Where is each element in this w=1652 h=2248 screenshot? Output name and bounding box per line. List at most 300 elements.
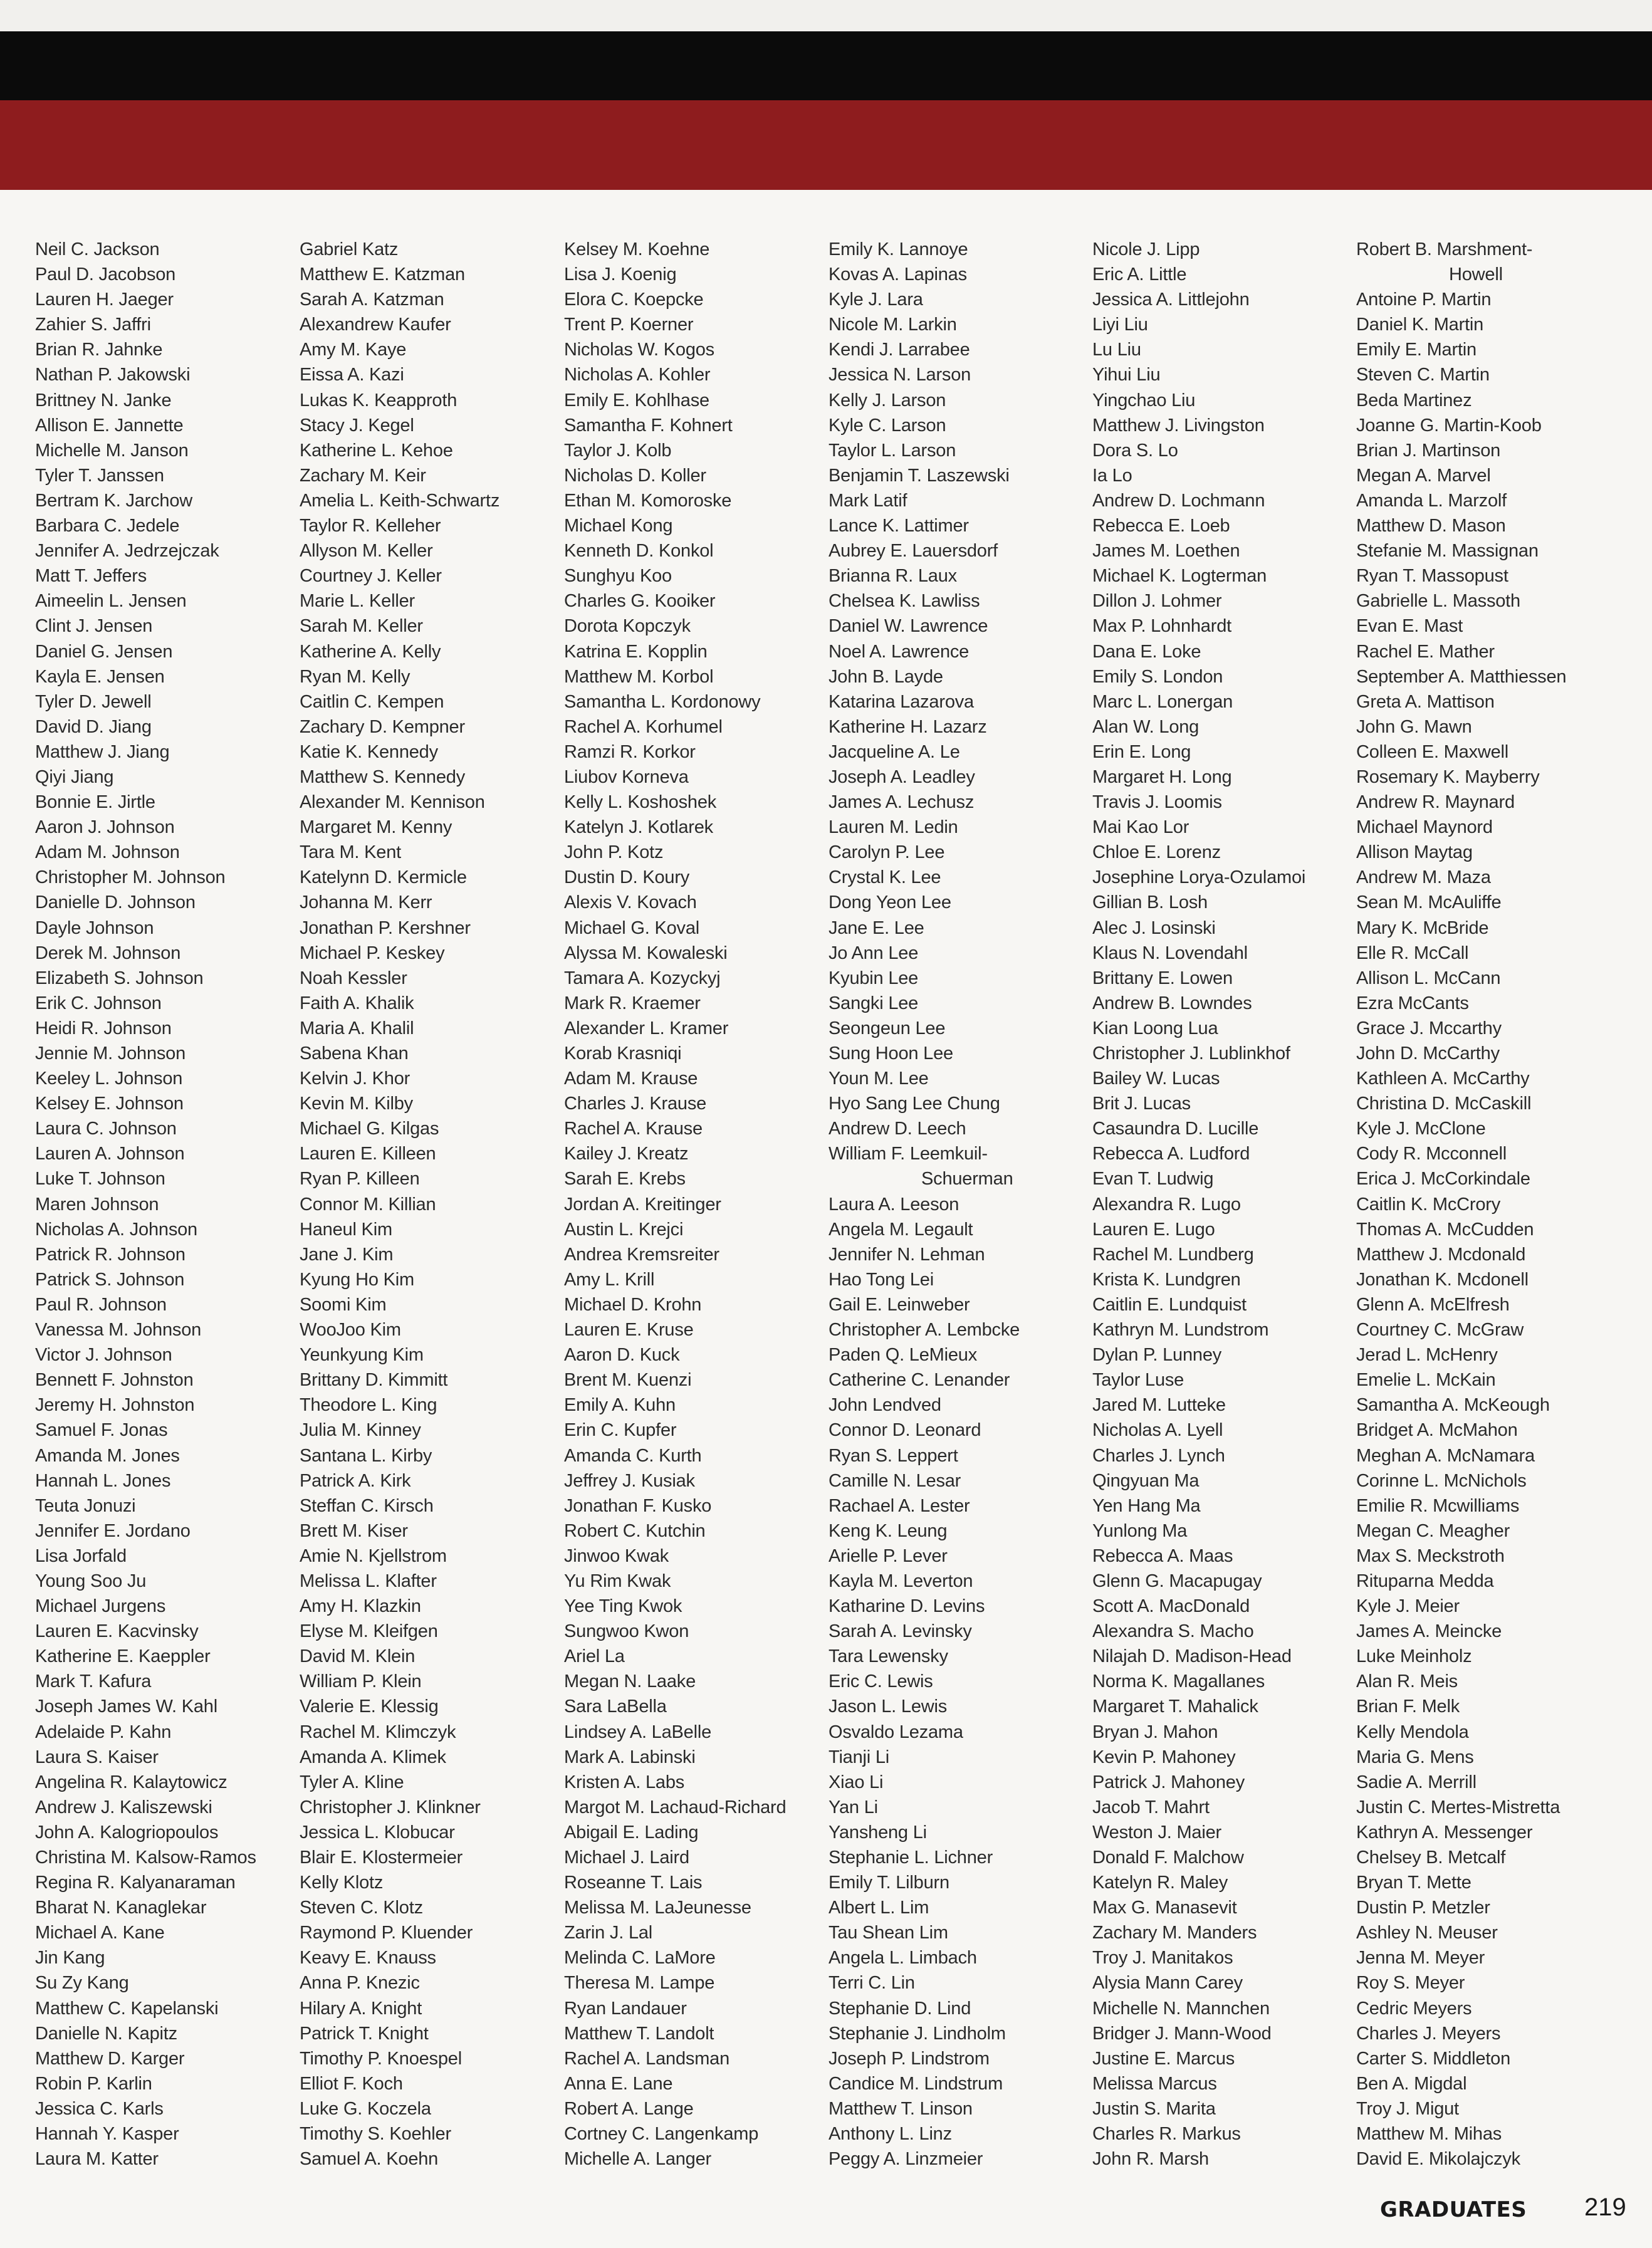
graduate-name: Bryan J. Mahon	[1092, 1722, 1218, 1742]
graduate-name: Ariel La	[564, 1646, 625, 1667]
graduate-name: Weston J. Maier	[1092, 1822, 1221, 1843]
graduate-name: Kailey J. Kreatz	[564, 1144, 689, 1164]
graduate-name: Rachel A. Landsman	[564, 2048, 730, 2069]
graduate-name: Luke G. Koczela	[300, 2098, 431, 2119]
graduate-name: Dillon J. Lohmer	[1092, 591, 1222, 612]
graduate-name: Timothy S. Koehler	[300, 2124, 451, 2145]
graduate-name: Katelyn J. Kotlarek	[564, 817, 713, 838]
graduate-name: Eissa A. Kazi	[300, 365, 404, 385]
graduate-name: Lance K. Lattimer	[829, 516, 969, 536]
graduate-name: Bharat N. Kanaglekar	[35, 1898, 207, 1918]
graduate-name: Johanna M. Kerr	[300, 892, 432, 913]
graduate-name: Lauren E. Kacvinsky	[35, 1621, 199, 1642]
graduate-name: Anna P. Knezic	[300, 1973, 420, 1994]
graduate-name: Erin C. Kupfer	[564, 1420, 677, 1441]
graduate-name: Stephanie J. Lindholm	[829, 2023, 1006, 2044]
graduate-name: John G. Mawn	[1356, 716, 1472, 737]
graduate-name: Theodore L. King	[300, 1395, 437, 1416]
graduate-name: Tianji Li	[829, 1747, 890, 1767]
graduate-name: Caitlin C. Kempen	[300, 691, 444, 712]
graduate-name: Raymond P. Kluender	[300, 1923, 473, 1943]
graduate-name: Tyler T. Janssen	[35, 465, 164, 486]
graduate-name: Soomi Kim	[300, 1294, 387, 1315]
graduate-name: Daniel G. Jensen	[35, 641, 173, 662]
graduate-name: Kathryn A. Messenger	[1356, 1822, 1533, 1843]
graduate-name: Tamara A. Kozyckyj	[564, 968, 721, 988]
graduate-name: Dustin P. Metzler	[1356, 1898, 1490, 1918]
graduate-name: Barbara C. Jedele	[35, 516, 180, 536]
graduate-name: Taylor L. Larson	[829, 440, 956, 461]
graduate-name: Paul R. Johnson	[35, 1294, 167, 1315]
graduate-name: Patrick A. Kirk	[300, 1470, 411, 1491]
graduate-name: Kenneth D. Konkol	[564, 541, 714, 562]
graduate-name: Xiao Li	[829, 1772, 884, 1792]
graduate-name: Lauren A. Johnson	[35, 1144, 185, 1164]
graduate-name: Zachary D. Kempner	[300, 716, 465, 737]
graduate-name: Emily K. Lannoye	[829, 239, 968, 259]
graduate-name: Beda Martinez	[1356, 390, 1472, 410]
graduate-name: Austin L. Krejci	[564, 1219, 684, 1240]
graduate-name: Paden Q. LeMieux	[829, 1345, 977, 1366]
graduate-name: Kevin M. Kilby	[300, 1094, 413, 1114]
graduate-name: Sadie A. Merrill	[1356, 1772, 1477, 1792]
graduate-name: Katrina E. Kopplin	[564, 641, 708, 662]
graduate-name: Tara Lewensky	[829, 1646, 948, 1667]
graduate-name: Andrew M. Maza	[1356, 867, 1491, 888]
graduate-name: Yihui Liu	[1092, 365, 1161, 385]
graduate-name: Schuerman	[921, 1169, 1013, 1189]
graduate-name: Nicholas D. Koller	[564, 465, 706, 486]
graduate-name: Michael D. Krohn	[564, 1294, 702, 1315]
graduate-name: Ryan S. Leppert	[829, 1445, 958, 1466]
graduate-name: Amie N. Kjellstrom	[300, 1545, 447, 1566]
graduate-name: Faith A. Khalik	[300, 993, 414, 1013]
graduate-name: Matt T. Jeffers	[35, 566, 147, 587]
graduate-name: Rituparna Medda	[1356, 1571, 1494, 1591]
graduate-name: Brian J. Martinson	[1356, 440, 1501, 461]
graduate-name: Max S. Meckstroth	[1356, 1545, 1505, 1566]
graduate-name: Meghan A. McNamara	[1356, 1445, 1535, 1466]
graduate-name: Kyubin Lee	[829, 968, 919, 988]
graduate-name: Elizabeth S. Johnson	[35, 968, 204, 988]
graduate-name: Korab Krasniqi	[564, 1043, 682, 1064]
graduate-name: Jerad L. McHenry	[1356, 1345, 1498, 1366]
graduate-name: Kelsey E. Johnson	[35, 1094, 184, 1114]
graduate-name: Marie L. Keller	[300, 591, 415, 612]
graduate-name: Rachel A. Korhumel	[564, 716, 723, 737]
graduate-name: Ryan Landauer	[564, 1998, 687, 2019]
graduate-name: Gillian B. Losh	[1092, 892, 1208, 913]
graduate-name: Gail E. Leinweber	[829, 1294, 970, 1315]
name-column-1	[35, 237, 256, 2172]
graduate-name: Michael A. Kane	[35, 1923, 165, 1943]
graduate-name: Arielle P. Lever	[829, 1545, 948, 1566]
name-column-5	[1092, 237, 1305, 2172]
graduate-name: Dorota Kopczyk	[564, 616, 691, 637]
graduate-name: Victor J. Johnson	[35, 1345, 172, 1366]
graduate-name: Christopher J. Klinkner	[300, 1797, 481, 1817]
graduate-name: Melissa L. Klafter	[300, 1571, 437, 1591]
page-number: 219	[1584, 2193, 1626, 2221]
graduate-name: Laura S. Kaiser	[35, 1747, 159, 1767]
graduate-name: Matthew J. Mcdonald	[1356, 1244, 1526, 1265]
graduate-name: Lauren E. Kruse	[564, 1320, 694, 1341]
graduate-name: Tau Shean Lim	[829, 1923, 948, 1943]
graduate-name: Michael G. Koval	[564, 917, 699, 938]
graduate-name: Katherine E. Kaeppler	[35, 1646, 211, 1667]
graduate-name: Brittany D. Kimmitt	[300, 1370, 448, 1391]
graduate-name: Justin C. Mertes-Mistretta	[1356, 1797, 1561, 1817]
graduate-name: Matthew T. Landolt	[564, 2023, 714, 2044]
graduate-name: Sarah M. Keller	[300, 616, 423, 637]
graduate-name: Rachel M. Lundberg	[1092, 1244, 1254, 1265]
graduate-name: Crystal K. Lee	[829, 867, 941, 888]
graduate-name: John A. Kalogriopoulos	[35, 1822, 219, 1843]
graduate-name: Courtney J. Keller	[300, 566, 442, 587]
graduate-name: Robert C. Kutchin	[564, 1520, 706, 1541]
graduate-name: Rebecca E. Loeb	[1092, 516, 1230, 536]
graduate-name: Caitlin K. McCrory	[1356, 1194, 1501, 1215]
graduate-name: John D. McCarthy	[1356, 1043, 1500, 1064]
graduate-name: Lauren E. Killeen	[300, 1144, 436, 1164]
graduate-name: Patrick R. Johnson	[35, 1244, 186, 1265]
graduate-name: Adam M. Krause	[564, 1069, 698, 1089]
graduate-name: Courtney C. McGraw	[1356, 1320, 1524, 1341]
graduate-name: David D. Jiang	[35, 716, 152, 737]
graduate-name: Nilajah D. Madison-Head	[1092, 1646, 1292, 1667]
graduate-name: Mark Latif	[829, 490, 907, 511]
graduate-name: Charles J. Lynch	[1092, 1445, 1225, 1466]
graduate-name: Jessica L. Klobucar	[300, 1822, 455, 1843]
graduate-name: Antoine P. Martin	[1356, 290, 1492, 310]
graduate-name: John Lendved	[829, 1395, 941, 1416]
graduate-name: Dong Yeon Lee	[829, 892, 951, 913]
graduate-name: Stephanie L. Lichner	[829, 1848, 993, 1868]
graduate-name: Taylor R. Kelleher	[300, 516, 441, 536]
graduate-name: Kelly J. Larson	[829, 390, 946, 410]
graduate-name: Tyler A. Kline	[300, 1772, 404, 1792]
graduate-name: Erin E. Long	[1092, 741, 1191, 762]
graduate-name: Peggy A. Linzmeier	[829, 2149, 983, 2170]
graduate-name: Rosemary K. Mayberry	[1356, 766, 1540, 787]
graduate-name: Nicholas A. Kohler	[564, 365, 711, 385]
graduate-name: Michael Maynord	[1356, 817, 1493, 838]
graduate-name: Patrick T. Knight	[300, 2023, 429, 2044]
graduate-name: Donald F. Malchow	[1092, 1848, 1244, 1868]
graduate-name: Colleen E. Maxwell	[1356, 741, 1508, 762]
graduate-name: Brett M. Kiser	[300, 1520, 408, 1541]
graduate-name: Zahier S. Jaffri	[35, 315, 151, 335]
graduate-name: Margaret M. Kenny	[300, 817, 452, 838]
graduate-name: Jane E. Lee	[829, 917, 924, 938]
graduate-name: Allison E. Jannette	[35, 415, 184, 436]
graduate-name: Keng K. Leung	[829, 1520, 948, 1541]
graduate-name: Rachael A. Lester	[829, 1495, 970, 1516]
graduate-name: Matthew D. Karger	[35, 2048, 185, 2069]
graduate-name: Kyung Ho Kim	[300, 1269, 414, 1290]
graduate-name: Andrew D. Leech	[829, 1119, 966, 1139]
graduate-name: Lisa Jorfald	[35, 1545, 127, 1566]
graduate-name: Sarah A. Levinsky	[829, 1621, 972, 1642]
graduate-name: Cody R. Mcconnell	[1356, 1144, 1507, 1164]
graduate-name: Michael J. Laird	[564, 1848, 689, 1868]
graduate-name: Yan Li	[829, 1797, 878, 1817]
graduate-name: Kendi J. Larrabee	[829, 340, 970, 360]
graduate-name: Nicole M. Larkin	[829, 315, 957, 335]
graduate-name: Roy S. Meyer	[1356, 1973, 1465, 1994]
graduate-name: Katharine D. Levins	[829, 1596, 985, 1617]
graduate-name: Allyson M. Keller	[300, 541, 433, 562]
graduate-name: Rachel E. Mather	[1356, 641, 1495, 662]
graduate-name: Sean M. McAuliffe	[1356, 892, 1502, 913]
graduate-name: Kyle J. Meier	[1356, 1596, 1460, 1617]
graduate-name: Sarah E. Krebs	[564, 1169, 686, 1189]
graduate-name: Thomas A. McCudden	[1356, 1219, 1534, 1240]
graduate-name: Laura M. Katter	[35, 2149, 159, 2170]
graduate-name: Elle R. McCall	[1356, 943, 1469, 963]
graduate-name: Osvaldo Lezama	[829, 1722, 963, 1742]
graduate-name: Sarah A. Katzman	[300, 290, 444, 310]
graduate-name: Daniel W. Lawrence	[829, 616, 988, 637]
graduate-name: Amy L. Krill	[564, 1269, 655, 1290]
graduate-name: Mark A. Labinski	[564, 1747, 696, 1767]
graduate-name: Abigail E. Lading	[564, 1822, 699, 1843]
graduate-name: Kyle J. McClone	[1356, 1119, 1486, 1139]
name-column-3	[564, 237, 786, 2172]
graduate-name: Max G. Manasevit	[1092, 1898, 1237, 1918]
graduate-name: David M. Klein	[300, 1646, 416, 1667]
graduate-name: Angela M. Legault	[829, 1219, 973, 1240]
graduate-name: Jennifer E. Jordano	[35, 1520, 191, 1541]
graduate-name: Evan E. Mast	[1356, 616, 1463, 637]
graduate-name: Kevin P. Mahoney	[1092, 1747, 1236, 1767]
graduate-name: Alysia Mann Carey	[1092, 1973, 1243, 1994]
graduate-name: Matthew T. Linson	[829, 2098, 973, 2119]
graduate-name: Katelyn R. Maley	[1092, 1873, 1228, 1893]
graduate-name: Jo Ann Lee	[829, 943, 919, 963]
graduate-name: Brent M. Kuenzi	[564, 1370, 692, 1391]
graduate-name: Bailey W. Lucas	[1092, 1069, 1220, 1089]
graduate-name: Yunlong Ma	[1092, 1520, 1188, 1541]
graduate-name: Jenna M. Meyer	[1356, 1948, 1485, 1968]
graduate-name: Kian Loong Lua	[1092, 1018, 1218, 1038]
graduate-name: Erik C. Johnson	[35, 993, 162, 1013]
graduate-name: Samantha L. Kordonowy	[564, 691, 761, 712]
graduate-name: Marc L. Lonergan	[1092, 691, 1233, 712]
graduate-name: Dana E. Loke	[1092, 641, 1201, 662]
graduate-name: Ryan T. Massopust	[1356, 566, 1508, 587]
graduate-name: Samuel A. Koehn	[300, 2149, 439, 2170]
graduate-name: Howell	[1449, 264, 1503, 285]
graduate-name: Ashley N. Meuser	[1356, 1923, 1498, 1943]
graduate-name: Teuta Jonuzi	[35, 1495, 136, 1516]
graduate-name: Liubov Korneva	[564, 766, 689, 787]
graduate-name: Laura A. Leeson	[829, 1194, 959, 1215]
graduate-name: Anthony L. Linz	[829, 2124, 952, 2145]
graduate-name: Su Zy Kang	[35, 1973, 129, 1994]
graduate-name: Katelynn D. Kermicle	[300, 867, 467, 888]
graduate-name: Bonnie E. Jirtle	[35, 792, 155, 813]
graduate-name: Luke T. Johnson	[35, 1169, 165, 1189]
graduate-name: Emily A. Kuhn	[564, 1395, 676, 1416]
graduate-name: Alyssa M. Kowaleski	[564, 943, 728, 963]
graduate-name: Sangki Lee	[829, 993, 919, 1013]
graduate-name: Josephine Lorya-Ozulamoi	[1092, 867, 1306, 888]
graduate-name: Theresa M. Lampe	[564, 1973, 715, 1994]
graduate-name: Nicholas A. Lyell	[1092, 1420, 1223, 1441]
graduate-name: Julia M. Kinney	[300, 1420, 421, 1441]
graduate-name: Grace J. Mccarthy	[1356, 1018, 1502, 1038]
graduate-name: Alan W. Long	[1092, 716, 1200, 737]
graduate-name: Steven C. Klotz	[300, 1898, 423, 1918]
graduate-name: Michelle A. Langer	[564, 2149, 711, 2170]
graduate-name: Bennett F. Johnston	[35, 1370, 194, 1391]
graduate-name: Jinwoo Kwak	[564, 1545, 669, 1566]
graduate-name: Jessica C. Karls	[35, 2098, 164, 2119]
graduate-name: Michael Kong	[564, 516, 673, 536]
graduate-name: Albert L. Lim	[829, 1898, 929, 1918]
graduate-name: Melissa Marcus	[1092, 2073, 1217, 2094]
graduate-name: Michael G. Kilgas	[300, 1119, 439, 1139]
graduate-name: Christopher A. Lembcke	[829, 1320, 1020, 1341]
graduate-name: Greta A. Mattison	[1356, 691, 1495, 712]
graduate-name: Kyle C. Larson	[829, 415, 946, 436]
graduate-name: Mai Kao Lor	[1092, 817, 1189, 838]
graduate-name: Aimeelin L. Jensen	[35, 591, 187, 612]
graduate-name: Daniel K. Martin	[1356, 315, 1484, 335]
graduate-name: Gabriel Katz	[300, 239, 399, 259]
graduate-name: Jason L. Lewis	[829, 1696, 948, 1717]
graduate-name: Katherine A. Kelly	[300, 641, 441, 662]
graduate-name: Allison L. McCann	[1356, 968, 1501, 988]
graduate-name: Sabena Khan	[300, 1043, 409, 1064]
graduate-name: Ethan M. Komoroske	[564, 490, 732, 511]
graduate-name: Hao Tong Lei	[829, 1269, 934, 1290]
graduate-name: Laura C. Johnson	[35, 1119, 177, 1139]
graduate-name: Haneul Kim	[300, 1219, 392, 1240]
graduate-name: Danielle D. Johnson	[35, 892, 196, 913]
graduate-name: Kayla E. Jensen	[35, 666, 165, 687]
graduate-name: Sungwoo Kwon	[564, 1621, 689, 1642]
graduate-name: Evan T. Ludwig	[1092, 1169, 1214, 1189]
graduate-name: Nicholas A. Johnson	[35, 1219, 197, 1240]
graduate-name: Kelly L. Koshoshek	[564, 792, 717, 813]
graduate-name: Yansheng Li	[829, 1822, 927, 1843]
graduate-name: Glenn G. Macapugay	[1092, 1571, 1262, 1591]
graduate-name: Yu Rim Kwak	[564, 1571, 671, 1591]
graduate-name: Amy H. Klazkin	[300, 1596, 421, 1617]
graduate-name: Robert A. Lange	[564, 2098, 694, 2119]
graduate-name: Jane J. Kim	[300, 1244, 394, 1265]
graduate-name: Andrea Kremsreiter	[564, 1244, 719, 1265]
graduate-name: Vanessa M. Johnson	[35, 1320, 202, 1341]
graduate-name: Valerie E. Klessig	[300, 1696, 439, 1717]
graduate-name: Robert B. Marshment-	[1356, 239, 1533, 259]
graduate-name: Alexandra S. Macho	[1092, 1621, 1254, 1642]
graduate-name: Emily T. Lilburn	[829, 1873, 949, 1893]
graduate-name: Matthew C. Kapelanski	[35, 1998, 219, 2019]
graduate-name: Alexander M. Kennison	[300, 792, 485, 813]
graduate-name: Brittney N. Janke	[35, 390, 172, 410]
graduate-name: Aubrey E. Lauersdorf	[829, 541, 998, 562]
graduate-name: Matthew J. Jiang	[35, 741, 170, 762]
graduate-name: Allison Maytag	[1356, 842, 1473, 863]
graduate-name: Dora S. Lo	[1092, 440, 1178, 461]
graduate-name: Brit J. Lucas	[1092, 1094, 1191, 1114]
graduate-name: Travis J. Loomis	[1092, 792, 1222, 813]
graduate-name: Kelvin J. Khor	[300, 1069, 410, 1089]
graduate-name: Emily E. Kohlhase	[564, 390, 709, 410]
graduate-name: Maria A. Khalil	[300, 1018, 414, 1038]
graduate-name: Bryan T. Mette	[1356, 1873, 1472, 1893]
graduate-name: Heidi R. Johnson	[35, 1018, 172, 1038]
graduate-name: John R. Marsh	[1092, 2149, 1209, 2170]
graduate-name: Megan C. Meagher	[1356, 1520, 1510, 1541]
graduate-name: Margot M. Lachaud-Richard	[564, 1797, 787, 1817]
graduate-name: Troy J. Manitakos	[1092, 1948, 1233, 1968]
graduate-name: Klaus N. Lovendahl	[1092, 943, 1248, 963]
graduate-name: Lauren M. Ledin	[829, 817, 958, 838]
graduate-name: Jennie M. Johnson	[35, 1043, 186, 1064]
graduate-name: Kovas A. Lapinas	[829, 264, 967, 285]
graduate-name: Regina R. Kalyanaraman	[35, 1873, 236, 1893]
graduate-name: Ia Lo	[1092, 465, 1132, 486]
graduate-name: Taylor Luse	[1092, 1370, 1184, 1391]
graduate-name: Terri C. Lin	[829, 1973, 915, 1994]
graduate-name: Brianna R. Laux	[829, 566, 957, 587]
graduate-name: Seongeun Lee	[829, 1018, 946, 1038]
graduate-name: Angela L. Limbach	[829, 1948, 977, 1968]
graduate-name: David E. Mikolajczyk	[1356, 2149, 1520, 2170]
graduate-name: Christopher J. Lublinkhof	[1092, 1043, 1290, 1064]
graduate-name: Casaundra D. Lucille	[1092, 1119, 1259, 1139]
graduate-name: Katherine L. Kehoe	[300, 440, 453, 461]
graduate-name: Glenn A. McElfresh	[1356, 1294, 1510, 1315]
graduate-name: Samantha F. Kohnert	[564, 415, 733, 436]
graduate-name: Mark R. Kraemer	[564, 993, 701, 1013]
graduate-name: Jennifer N. Lehman	[829, 1244, 985, 1265]
graduate-name: Ryan P. Killeen	[300, 1169, 420, 1189]
graduate-name: Joseph P. Lindstrom	[829, 2048, 990, 2069]
graduate-name: Michelle M. Janson	[35, 440, 189, 461]
graduate-name: Max P. Lohnhardt	[1092, 616, 1231, 637]
graduate-name: John P. Kotz	[564, 842, 664, 863]
graduate-name: Keeley L. Johnson	[35, 1069, 183, 1089]
graduate-name: Young Soo Ju	[35, 1571, 147, 1591]
graduate-name: Scott A. MacDonald	[1092, 1596, 1250, 1617]
graduate-name: Sunghyu Koo	[564, 566, 672, 587]
graduate-name: Chelsey B. Metcalf	[1356, 1848, 1506, 1868]
graduate-name: Katherine H. Lazarz	[829, 716, 987, 737]
graduate-name: Michael P. Keskey	[300, 943, 445, 963]
graduate-name: Blair E. Klostermeier	[300, 1848, 463, 1868]
graduate-name: Carter S. Middleton	[1356, 2048, 1511, 2069]
graduate-name: Ben A. Migdal	[1356, 2073, 1467, 2094]
graduate-name: Amanda L. Marzolf	[1356, 490, 1507, 511]
graduate-name: Corinne L. McNichols	[1356, 1470, 1527, 1491]
graduate-name: Derek M. Johnson	[35, 943, 181, 963]
graduate-name: Hilary A. Knight	[300, 1998, 422, 2019]
graduate-name: Maren Johnson	[35, 1194, 159, 1215]
graduate-name: Benjamin T. Laszewski	[829, 465, 1010, 486]
graduate-name: Margaret T. Mahalick	[1092, 1696, 1258, 1717]
graduate-name: Yeunkyung Kim	[300, 1345, 424, 1366]
graduate-name: Camille N. Lesar	[829, 1470, 961, 1491]
graduate-name: Emily S. London	[1092, 666, 1223, 687]
graduate-name: Amanda M. Jones	[35, 1445, 180, 1466]
graduate-name: Aaron J. Johnson	[35, 817, 175, 838]
graduate-name: Nicole J. Lipp	[1092, 239, 1200, 259]
